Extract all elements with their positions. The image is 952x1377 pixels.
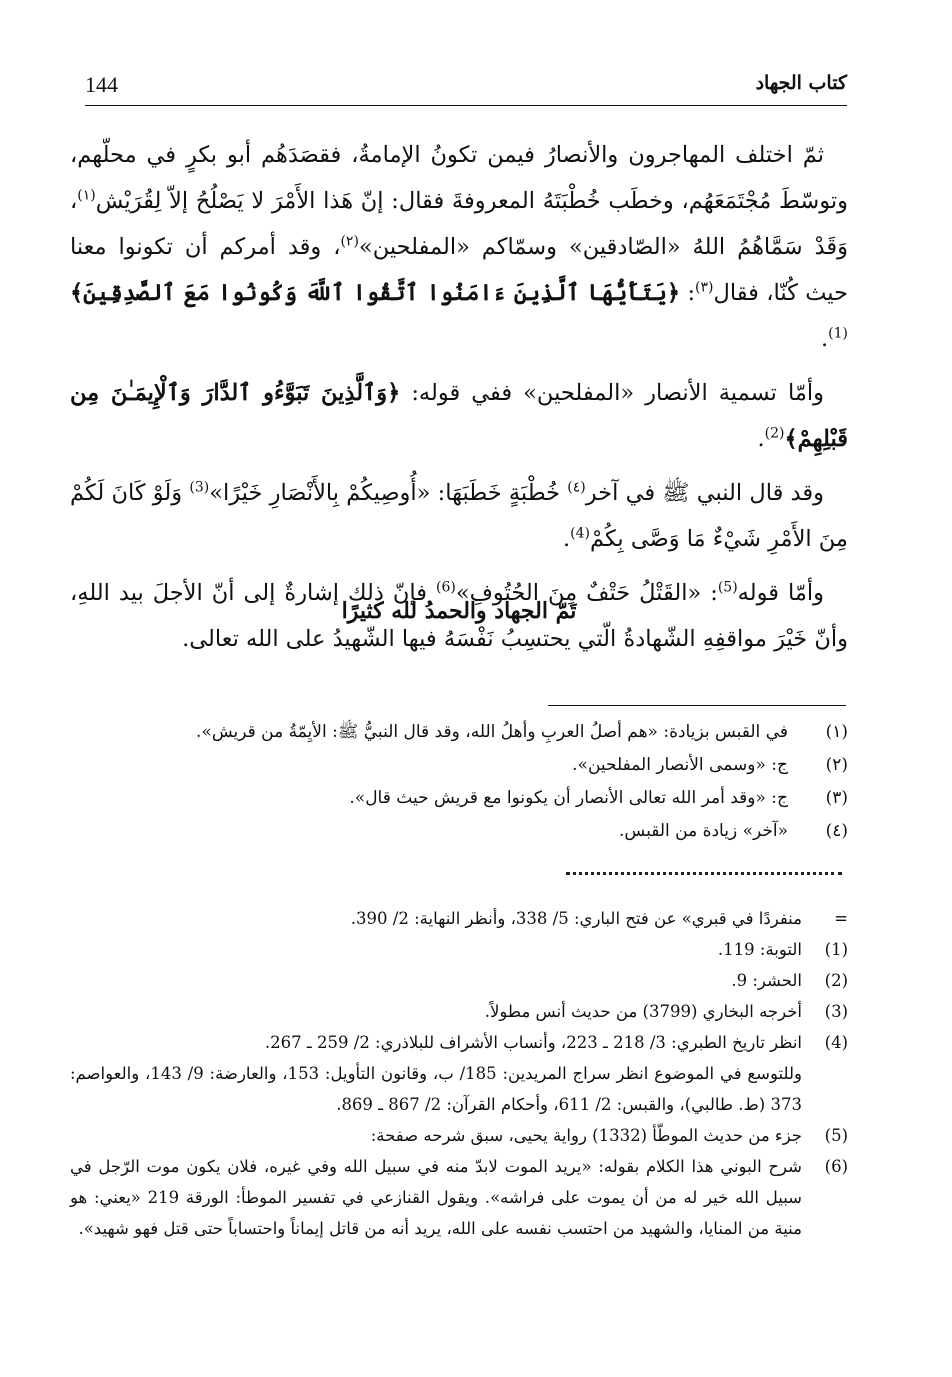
page-number: 144 <box>85 72 118 97</box>
footnote-ref: (4) <box>570 525 591 542</box>
footnote-ref: (١) <box>77 187 96 204</box>
quran-verse: ﴿يَتَأَيُّهَا ٱلَّذِينَ ءَامَنُوا ٱتَّقُوا ٱللَّهَ وَكُونُوا مَعَ ٱلصَّدِقِينَ﴾ <box>70 280 681 306</box>
header-rule <box>85 105 847 106</box>
p4-text-c: فإنّ ذلك إشارةٌ إلى أنّ الأجلَ بيد اللهِ، وأنّ خَيْرَ مواقفِهِ الشّهادةُ الّتي يحتسِبُ نَفْسَهُ فيها الشّهيدُ على الله تعالى. <box>70 580 848 652</box>
paragraph-3 <box>70 470 848 562</box>
footnote-ref: (٢) <box>340 233 359 250</box>
footnotes-arabic <box>70 716 848 848</box>
footnote-text: الحشر: 9. <box>731 971 802 990</box>
footnote-number: (١) <box>825 722 848 742</box>
p4-text-b: : «القَتْلُ حَتْفٌ مِنَ الحُتُوفِ» <box>455 580 718 606</box>
p1-text-c: ، وقد أمركم أن تكونوا معنا حيث كُنّا، فقال <box>70 234 848 306</box>
footnote-text: شرح البوني هذا الكلام بقوله: «يريد الموت لابدّ منه في سبيل الله وفي غيره، فلان يكون موت الرّجل في سبيل الله خير له من أن يموت على فراشه». ويقول القنازعي في تفسير الموطأ: الورقة 219 «يعني: هو منية من المنايا، والشهيد من احتسب نفسه على الله، يريد أنه من قاتل إيماناً واحتساباً حتى قتل فهو شهيد». <box>70 1157 803 1238</box>
footnote-ref: (5) <box>717 579 738 596</box>
p3-text-b: خُطْبَةٍ خَطَبَهَا: «أُوصِيكُمْ بِالأَنْصَارِ خَيْرًا» <box>209 480 568 506</box>
p1-text-b: ، وَقَدْ سَمَّاهُمُ اللهُ «الصّادقين» وسمّاكم «المفلحين» <box>70 188 848 260</box>
p3-text-d: . <box>563 526 571 552</box>
footnote-ref: (6) <box>435 579 456 596</box>
footnote-item <box>70 782 848 815</box>
footnote-item <box>70 749 848 782</box>
footnote-number: (1) <box>824 940 848 959</box>
footnote-number: = <box>834 909 848 928</box>
p4-text-a: وأمّا قوله <box>737 580 824 606</box>
footnote-text: انظر تاريخ الطبري: 3/ 218 ـ 223، وأنساب الأشراف للبلاذري: 2/ 259 ـ 267. <box>264 1033 802 1052</box>
footnote-text: منفردًا في قبري» عن فتح الباري: 5/ 338، وأنظر النهاية: 2/ 390. <box>350 909 802 928</box>
footnote-text: التوبة: 119. <box>717 940 802 959</box>
footnote-text: ج: «وقد أمر الله تعالى الأنصار أن يكونوا مع قريش حيث قال». <box>349 788 788 808</box>
footnote-number: (3) <box>824 1002 848 1021</box>
footnotes-editor <box>70 903 848 1244</box>
footnote-item <box>70 965 848 996</box>
footnote-item <box>70 1058 848 1120</box>
footnote-text: في القبس بزيادة: «هم أصلُ العربِ وأهلُ الله، وقد قال النبيُّ ﷺ: الأيِمّةُ من قريش». <box>196 722 788 742</box>
footnote-number: (٣) <box>825 788 848 808</box>
closing-line: تَمّ الجهاد والحمدُ لله كثيرًا <box>341 598 577 624</box>
footnote-number: (4) <box>824 1033 848 1052</box>
footnote-ref: (1) <box>828 325 848 342</box>
p1-text-a: ثمّ اختلف المهاجرون والأنصارُ فيمن تكونُ الإمامةُ، فقصَدَهُم أبو بكرٍ في محلّهم، وتوسّطَ مُجْتَمَعَهُم، وخطَب خُطْبَتَهُ المعروفةَ فقال: إنّ هَذا الأَمْرَ لا يَصْلُحُ إلاّ لِقُرَيْش <box>70 142 848 214</box>
footnote-item <box>70 1151 848 1244</box>
footnote-ref: (3) <box>189 479 210 496</box>
paragraph-2 <box>70 370 848 462</box>
footnote-text: «آخر» زيادة من القبس. <box>619 821 788 841</box>
footnote-text: ج: «وسمى الأنصار المفلحين». <box>572 755 788 775</box>
main-text <box>70 132 848 670</box>
footnote-item <box>70 996 848 1027</box>
paragraph-1 <box>70 132 848 362</box>
footnote-number: (٢) <box>825 755 848 775</box>
quran-verse: ﴿وَٱلَّذِينَ تَبَوَّءُو ٱلدَّارَ وَٱلْإِيمَـٰنَ مِن قَبْلِهِمْ﴾ <box>70 380 848 452</box>
p1-text-d: : <box>680 280 696 306</box>
footnote-number: (5) <box>824 1126 848 1145</box>
p1-text-e: . <box>820 326 829 352</box>
footnote-number: (2) <box>824 971 848 990</box>
p3-text-c: وَلَوْ كَانَ لَكُمْ مِنَ الأَمْرِ شَيْءٌ مَا وَصَّى بِكُمْ <box>70 480 848 552</box>
page-header <box>85 72 847 106</box>
footnote-text: جزء من حديث الموطّأ (1332) رواية يحيى، سبق شرحه صفحة: <box>370 1126 802 1145</box>
footnote-number: (٤) <box>825 821 848 841</box>
footnote-text: أخرجه البخاري (3799) من حديث أنس مطولاً. <box>484 1002 802 1021</box>
footnote-number: (6) <box>824 1157 848 1176</box>
footnote-item <box>70 934 848 965</box>
footnote-item <box>70 1120 848 1151</box>
p2-text-b: . <box>757 426 765 452</box>
footnote-ref: (2) <box>764 425 785 442</box>
footnote-item <box>70 1027 848 1058</box>
footnote-rule <box>548 705 846 706</box>
footnote-item <box>70 903 848 934</box>
dotted-separator <box>566 872 842 879</box>
footnote-item <box>70 716 848 749</box>
p3-text-a: وقد قال النبي ﷺ في آخر <box>585 480 824 506</box>
footnote-item <box>70 815 848 848</box>
running-title: كتاب الجهاد <box>755 72 847 94</box>
footnote-ref: (٣) <box>695 279 714 296</box>
footnote-text: وللتوسع في الموضوع انظر سراج المريدين: 185/ ب، وقانون التأويل: 153، والعارضة: 9/ 143، والعواصم: 373 (ط. طالبي)، والقبس: 2/ 611، وأحكام القرآن: 2/ 867 ـ 869. <box>70 1064 802 1114</box>
footnote-ref: (٤) <box>567 479 586 496</box>
p2-text-a: وأمّا تسمية الأنصار «المفلحين» ففي قوله: <box>400 380 824 406</box>
